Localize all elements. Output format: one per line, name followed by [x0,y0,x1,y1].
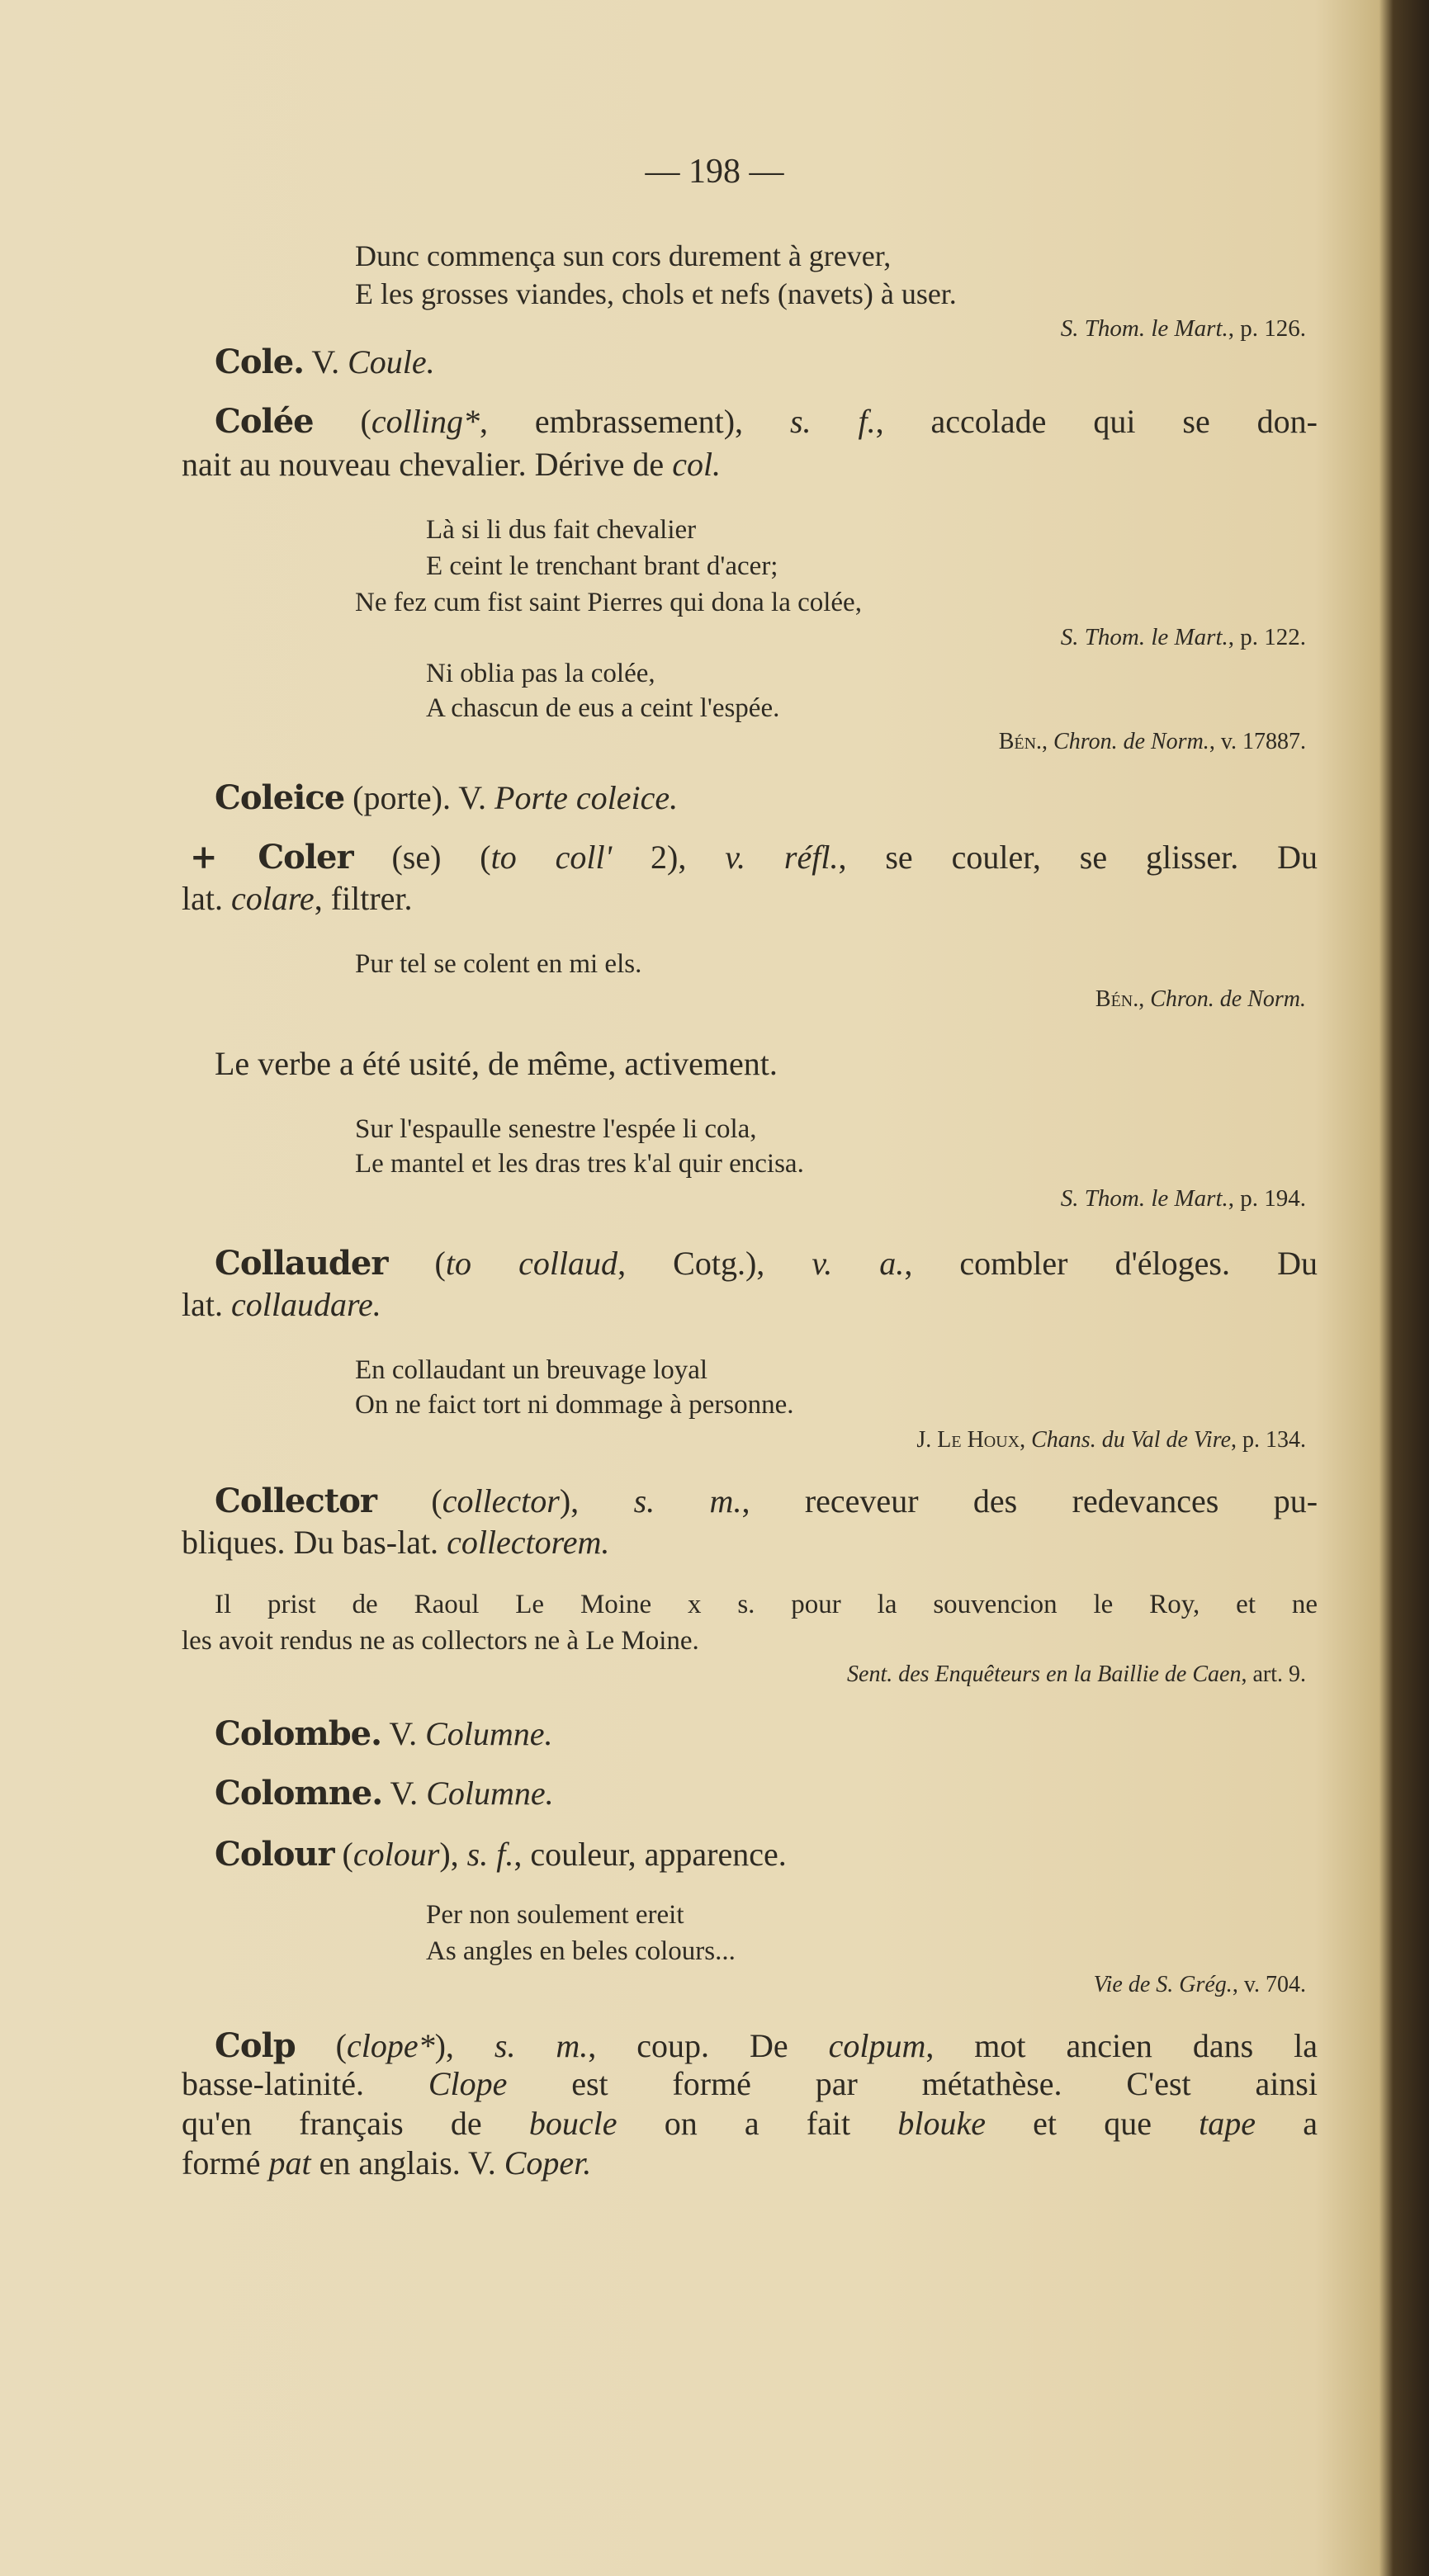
text: ), [434,2027,494,2065]
entry-line [182,1286,381,1324]
entry-colp [215,2026,1318,2066]
entry-colombe [215,1714,553,1754]
italic-text: collector [442,1482,560,1520]
entry-colomne [215,1774,554,1813]
text: V. [381,1715,426,1753]
italic-text: v. a. [812,1245,905,1283]
small-caps-text: Bén. [1095,985,1139,1012]
entry-coleice [215,778,679,818]
text: Pur tel se colent en mi els. [355,948,642,979]
text: , v. 704. [1232,1971,1306,1997]
italic-text: boucle [528,2105,617,2143]
headword: Colée [215,402,314,442]
text: ( [334,1836,353,1874]
italic-text: colpum [828,2027,926,2065]
text: A chascun de eus a ceint l'espée. [426,692,780,723]
text: , receveur des redevances pu- [741,1482,1318,1520]
entry-coler [190,838,1318,877]
italic-text: Coper. [504,2144,592,2182]
text: les avoit rendus ne as collectors ne à Le Moine. [182,1625,699,1656]
text: ( [376,1482,442,1520]
text: Dunc commença sun cors durement à grever, [355,239,892,272]
italic-text: S. Thom. le Mart. [1060,624,1228,651]
text: (porte). V. [344,779,495,817]
text: en anglais. V. [310,2144,504,2182]
text: basse-latinité. [182,2065,428,2103]
text: Per non soulement ereit [426,1899,684,1930]
headword: + Coler [190,838,353,877]
italic-text: col. [672,446,722,484]
quote-line [182,1625,699,1656]
text: ( [387,1245,446,1283]
text: ( [313,403,371,441]
italic-text: Columne. [425,1715,553,1753]
quote-line [426,692,780,723]
text: As angles en beles colours... [426,1936,736,1966]
headword: Collector [215,1482,376,1521]
italic-text: s. m. [633,1482,742,1520]
quote-line [426,514,697,545]
text: , mot ancien dans la [925,2027,1318,2065]
entry-line [182,446,722,484]
headword: Colour [215,1835,334,1874]
text: Là si li dus fait chevalier [426,514,697,545]
italic-text: blouke [897,2105,986,2143]
italic-text: tape [1199,2105,1256,2143]
quote-line [355,1354,708,1385]
citation [0,317,1306,341]
entry-collector [215,1482,1318,1521]
headword: Colp [215,2026,296,2066]
quote-line [355,948,642,979]
quote-line [426,660,655,688]
text: , p. 134. [1231,1426,1306,1453]
italic-text: Porte coleice. [494,779,679,817]
page-number: — 198 — [645,153,784,191]
text: a [1256,2105,1318,2143]
quote-line [426,1938,736,1965]
citation [0,1663,1306,1686]
text: et que [985,2105,1200,2143]
text: 2), [612,839,726,877]
text: ), [559,1482,634,1520]
small-caps-text: Bén. [998,728,1043,754]
italic-text: s. f. [466,1836,514,1874]
italic-text: to collaud [445,1245,618,1283]
text: est formé par métathèse. C'est ainsi [507,2065,1318,2103]
citation [0,1426,1306,1453]
text: qu'en français de [182,2105,529,2143]
entry-line [182,1524,610,1562]
quote-line [215,1591,1318,1619]
citation [0,1973,1306,1997]
headword: Collauder [215,1244,388,1283]
text: Sur l'espaulle senestre l'espée li cola, [355,1113,757,1144]
text: , se couler, se glisser. Du [838,839,1318,877]
text: En collaudant un breuvage loyal [355,1354,708,1385]
italic-text: Chans. du Val de Vire [1031,1426,1231,1453]
text: bliques. Du bas-lat. [182,1524,447,1562]
italic-text: colare [230,880,315,918]
italic-text: collectorem. [447,1524,610,1562]
text: , [1138,985,1151,1012]
italic-text: Coule. [348,343,435,381]
entry-line [182,2144,592,2182]
italic-text: to coll' [490,839,613,877]
text: formé [182,2144,269,2182]
text: ( [295,2027,347,2065]
text: Le mantel et les dras tres k'al quir encisa. [355,1148,804,1179]
quote-line [426,1899,684,1930]
entry-cole [215,343,435,382]
headword: Colomne. [215,1774,383,1813]
entry-colee [215,402,1318,442]
text: , p. 194. [1228,1185,1306,1212]
quote-line [426,553,778,580]
quote-line [355,279,957,309]
text: nait au nouveau chevalier. Dérive de [182,446,673,484]
headword: Colombe. [215,1714,382,1754]
italic-text: Chron. de Norm. [1150,985,1306,1012]
text: Il prist de Raoul Le Moine x s. pour la souvencion le Roy, et ne [215,1589,1318,1619]
entry-line [215,1045,778,1083]
italic-text: s. m. [494,2027,589,2065]
text: , [1020,1426,1032,1453]
entry-line [182,880,413,918]
italic-text: Chron. de Norm. [1053,728,1209,754]
text: Le verbe a été usité, de même, activement. [215,1045,778,1083]
italic-text: pat [268,2144,311,2182]
text: Ni oblia pas la colée, [426,658,655,688]
text: , couleur, apparence. [513,1836,787,1874]
text: , embrassement), [479,403,790,441]
quote-line [355,241,891,271]
citation [0,626,1306,650]
small-caps-text: Le Houx [937,1426,1020,1453]
text: , [1042,728,1054,754]
text: , accolade qui se don- [875,403,1318,441]
text: ), [439,1836,467,1874]
italic-text: S. Thom. le Mart. [1060,1185,1228,1212]
text: V. [304,343,348,381]
quote-line [355,1148,804,1179]
quote-line [355,1113,757,1144]
citation [0,1187,1306,1211]
entry-line [182,2105,1318,2143]
quote-line [355,1389,794,1420]
headword: Coleice [215,778,345,818]
text: on a fait [617,2105,898,2143]
text: , v. 17887. [1209,728,1306,754]
italic-text: colling* [371,403,480,441]
italic-text: Columne. [426,1775,554,1813]
entry-colour [215,1835,787,1874]
italic-text: clope* [346,2027,435,2065]
quote-line [355,589,862,617]
italic-text: Clope [428,2065,508,2103]
text: , filtrer. [314,880,413,918]
text: E les grosses viandes, chols et nefs (navets) à user. [355,277,957,310]
text: J. [916,1426,938,1453]
text: V. [382,1775,427,1813]
text: , art. 9. [1241,1661,1306,1687]
text: (se) ( [353,839,491,877]
citation [0,985,1306,1012]
text: lat. [182,1286,231,1324]
italic-text: colour [353,1836,440,1874]
italic-text: Sent. des Enquêteurs en la Baillie de Caen [847,1661,1242,1687]
text: E ceint le trenchant brant d'acer; [426,551,778,581]
text: lat. [182,880,231,918]
italic-text: Vie de S. Grég. [1093,1971,1233,1997]
text: , combler d'éloges. Du [904,1245,1318,1283]
text: , coup. De [588,2027,829,2065]
text: On ne faict tort ni dommage à personne. [355,1389,794,1420]
text: Ne fez cum fist saint Pierres qui dona la colée, [355,587,862,617]
italic-text: v. réfl. [725,839,839,877]
text: , p. 122. [1228,624,1306,651]
headword: Cole. [215,343,305,382]
italic-text: collaudare. [230,1286,381,1324]
text: , p. 126. [1228,315,1306,343]
italic-text: S. Thom. le Mart. [1060,315,1228,343]
entry-collauder [215,1244,1318,1283]
italic-text: s. f. [789,403,876,441]
citation [0,730,1306,754]
entry-line [182,2065,1318,2103]
text: , Cotg.), [617,1245,812,1283]
